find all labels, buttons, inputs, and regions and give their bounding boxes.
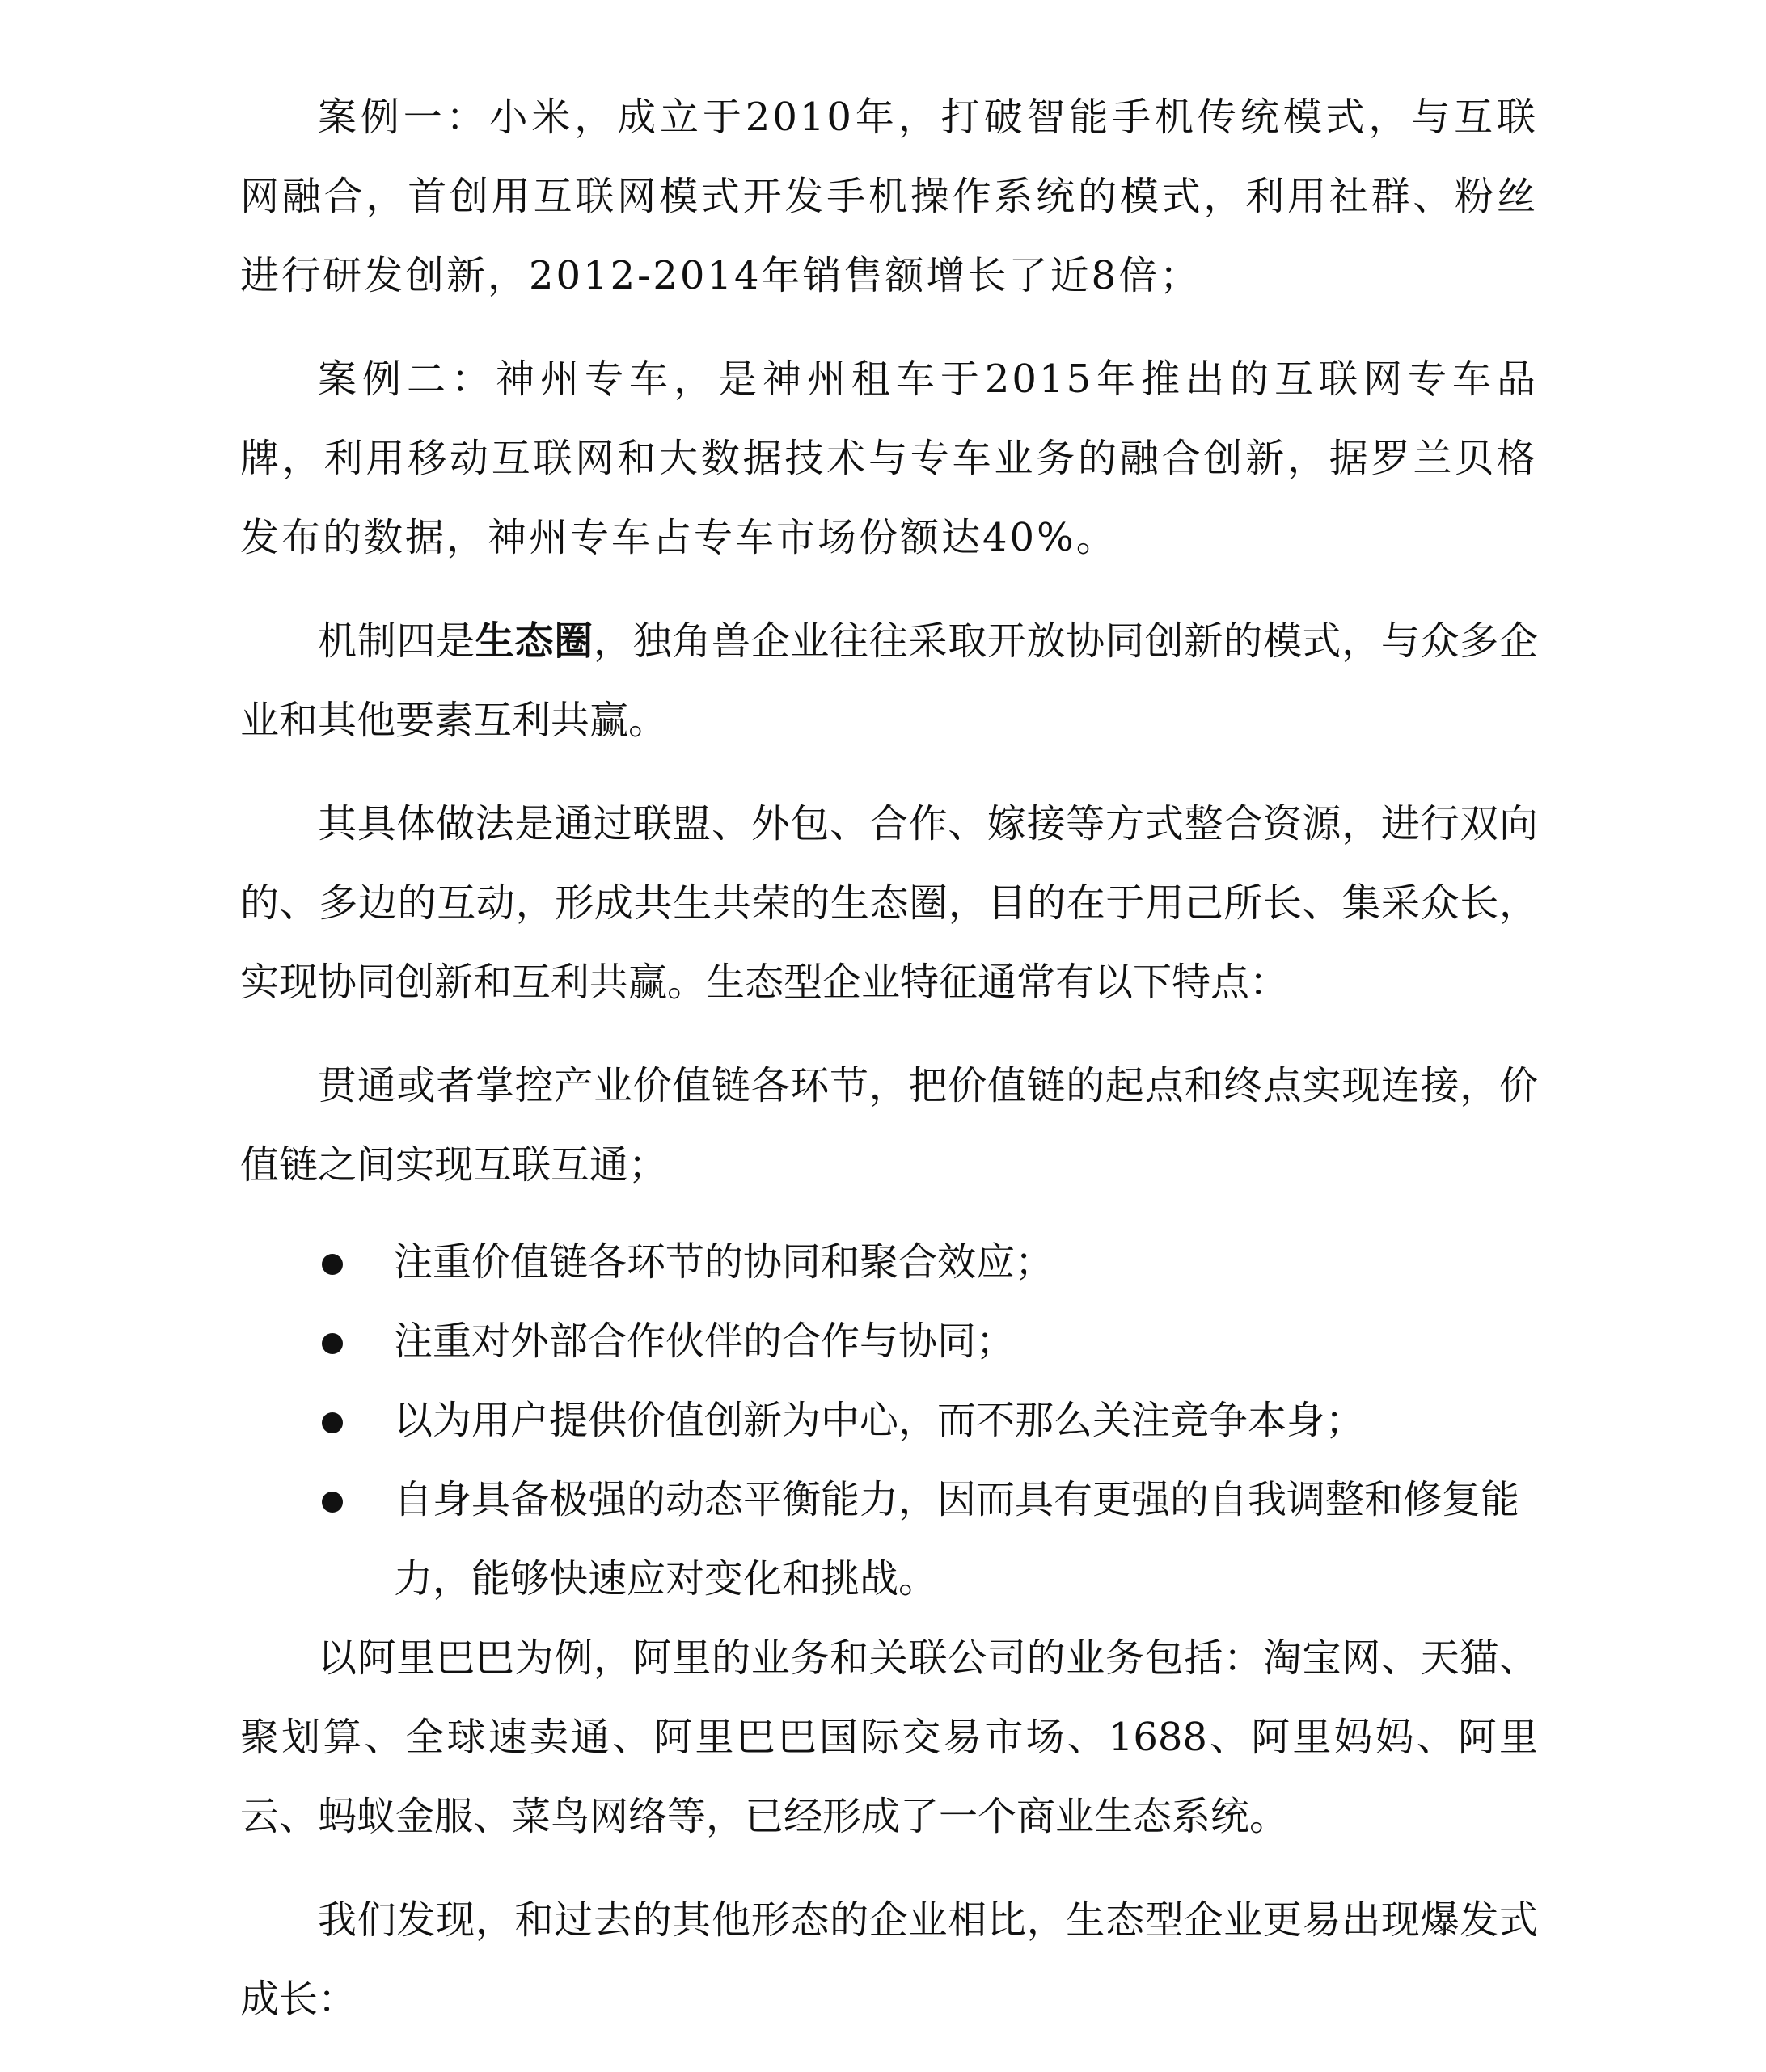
ecosystem-term: 生态圈 [475,618,594,664]
bullet-dot-icon [322,1492,343,1513]
mechanism-four-suffix: ，独角兽企业往往采取开放协同创新的模式，与众多企业和其他要素互利共赢。 [240,618,1538,743]
alibaba-paragraph: 以阿里巴巴为例，阿里的业务和关联公司的业务包括：淘宝网、天猫、聚划算、全球速卖通、阿里巴巴国际交易市场、1688、阿里妈妈、阿里云、蚂蚁金服、菜鸟网络等，已经形成了一个商业生态系统。 [240,1635,1538,1839]
conclusion-paragraph: 我们发现，和过去的其他形态的企业相比，生态型企业更易出现爆发式成长： [240,1897,1538,2022]
list-item-text: 注重价值链各环节的协同和聚合效应； [394,1239,1054,1285]
list-item-text: 以为用户提供价值创新为中心，而不那么关注竞争本身； [394,1398,1365,1443]
mechanism-four-paragraph [240,601,1538,760]
list-item [240,1381,1538,1460]
list-item [240,1460,1538,1618]
list-item [240,1302,1538,1381]
bullet-dot-icon [322,1333,343,1354]
case-one-paragraph: 案例一：小米，成立于2010年，打破智能手机传统模式，与互联网融合，首创用互联网模式开发手机操作系统的模式，利用社群、粉丝进行研发创新，2012-2014年销售额增长了近8倍； [240,95,1538,298]
list-item-text: 自身具备极强的动态平衡能力，因而具有更强的自我调整和修复能力，能够快速应对变化和挑战。 [394,1477,1520,1601]
feature-list [240,1222,1538,1618]
case-two-paragraph: 案例二：神州专车，是神州租车于2015年推出的互联网专车品牌，利用移动互联网和大数据技术与专车业务的融合创新，据罗兰贝格发布的数据，神州专车占专车市场份额达40%。 [240,357,1538,560]
approach-paragraph: 其具体做法是通过联盟、外包、合作、嫁接等方式整合资源，进行双向的、多边的互动，形成共生共荣的生态圈，目的在于用己所长、集采众长，实现协同创新和互利共赢。生态型企业特征通常有以下特点： [240,801,1538,1005]
bullet-dot-icon [322,1254,343,1275]
mechanism-four-prefix: 机制四是 [318,618,475,664]
list-item [240,1222,1538,1302]
value-chain-paragraph: 贯通或者掌控产业价值链各环节，把价值链的起点和终点实现连接，价值链之间实现互联互通； [240,1063,1538,1188]
document-page [240,78,1538,2039]
bullet-dot-icon [322,1412,343,1433]
list-item-text: 注重对外部合作伙伴的合作与协同； [394,1319,1016,1364]
